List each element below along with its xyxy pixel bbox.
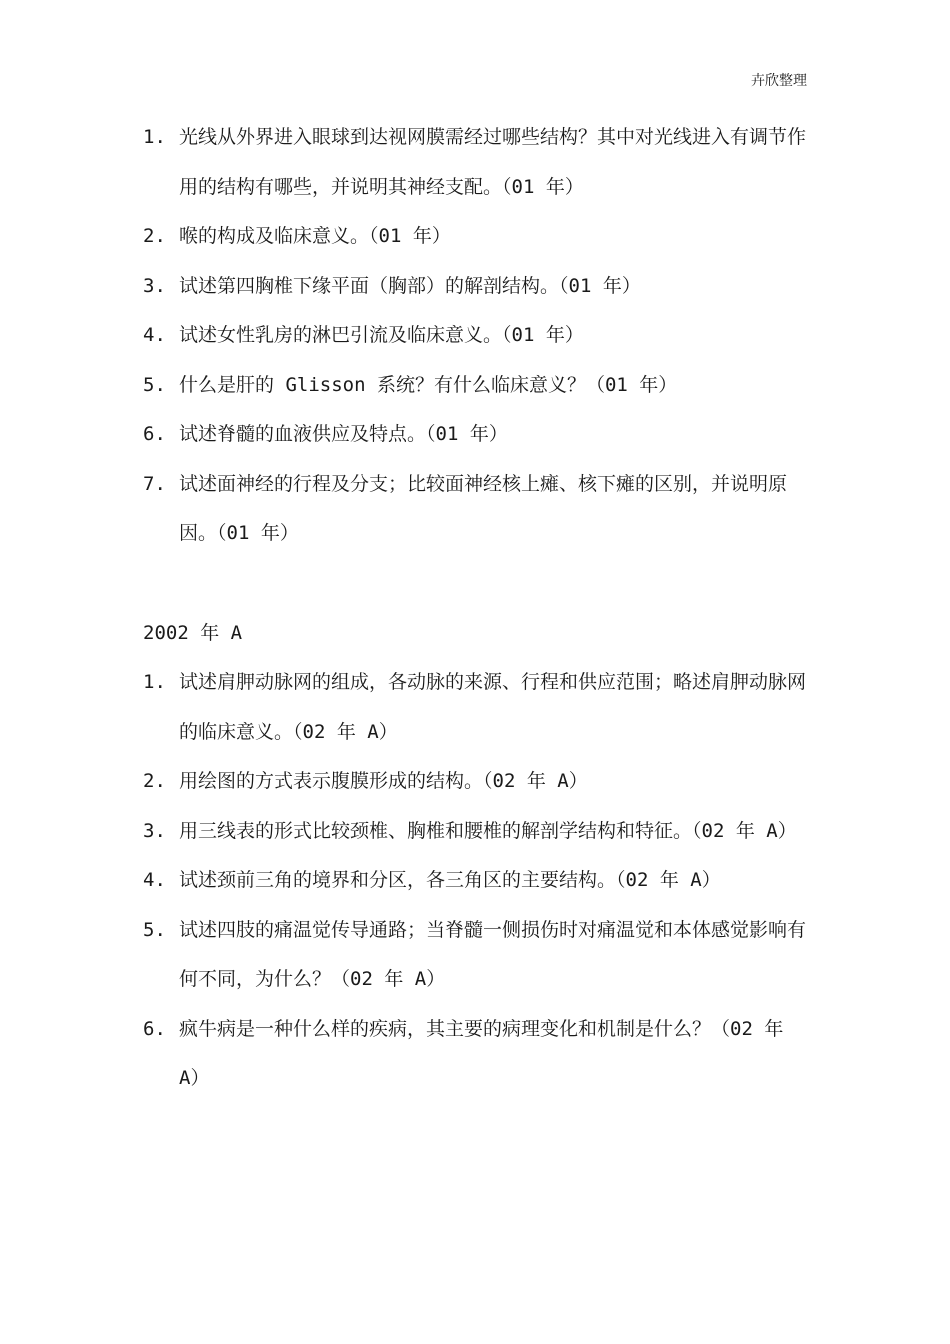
question-item <box>143 311 811 361</box>
document-body <box>143 113 811 1104</box>
question-text: 试述脊髓的血液供应及特点。（01 年） <box>179 423 508 445</box>
question-text: 什么是肝的 Glisson 系统？有什么临床意义？（01 年） <box>179 373 678 396</box>
question-text: 试述面神经的行程及分支；比较面神经核上瘫、核下瘫的区别，并说明原因。（01 年） <box>179 472 788 544</box>
question-number: 3. <box>143 819 166 842</box>
question-text: 试述肩胛动脉网的组成，各动脉的来源、行程和供应范围；略述肩胛动脉网的临床意义。（02 年 A） <box>179 671 807 743</box>
section-spacer <box>143 559 811 609</box>
question-text: 试述第四胸椎下缘平面（胸部）的解剖结构。（01 年） <box>179 274 641 297</box>
question-text: 喉的构成及临床意义。（01 年） <box>179 225 451 247</box>
question-number: 4. <box>143 324 166 346</box>
question-item <box>143 757 811 807</box>
question-number: 6. <box>143 1017 166 1040</box>
question-item <box>143 1005 811 1104</box>
question-number: 5. <box>143 373 166 396</box>
question-item <box>143 906 811 1005</box>
question-number: 1. <box>143 671 166 693</box>
question-item <box>143 212 811 262</box>
question-item <box>143 262 811 312</box>
question-item <box>143 856 811 906</box>
question-text: 用三线表的形式比较颈椎、胸椎和腰椎的解剖学结构和特征。（02 年 A） <box>179 819 797 842</box>
question-text: 用绘图的方式表示腹膜形成的结构。（02 年 A） <box>179 770 588 792</box>
page-header-author: 卉欣整理 <box>751 73 807 89</box>
question-text: 光线从外界进入眼球到达视网膜需经过哪些结构？其中对光线进入有调节作用的结构有哪些，并说明其神经支配。（01 年） <box>179 126 807 198</box>
question-text: 试述女性乳房的淋巴引流及临床意义。（01 年） <box>179 324 584 346</box>
question-item <box>143 807 811 857</box>
question-item <box>143 460 811 559</box>
question-number: 2. <box>143 770 166 792</box>
question-text: 试述颈前三角的境界和分区，各三角区的主要结构。（02 年 A） <box>179 869 721 891</box>
question-item <box>143 361 811 411</box>
question-list-2002 <box>143 658 811 1104</box>
question-number: 1. <box>143 126 166 148</box>
question-item <box>143 658 811 757</box>
question-item <box>143 113 811 212</box>
question-number: 6. <box>143 423 166 445</box>
question-text: 试述四肢的痛温觉传导通路；当脊髓一侧损伤时对痛温觉和本体感觉影响有何不同，为什么？（02 年 A） <box>179 918 807 990</box>
question-list-2001 <box>143 113 811 559</box>
question-number: 2. <box>143 225 166 247</box>
question-text: 疯牛病是一种什么样的疾病，其主要的病理变化和机制是什么？（02 年 A） <box>179 1017 784 1089</box>
question-number: 7. <box>143 472 166 495</box>
section-title-2002: 2002 年 A <box>143 621 243 644</box>
question-item <box>143 410 811 460</box>
question-number: 3. <box>143 274 166 297</box>
question-number: 5. <box>143 918 166 941</box>
question-number: 4. <box>143 869 166 891</box>
